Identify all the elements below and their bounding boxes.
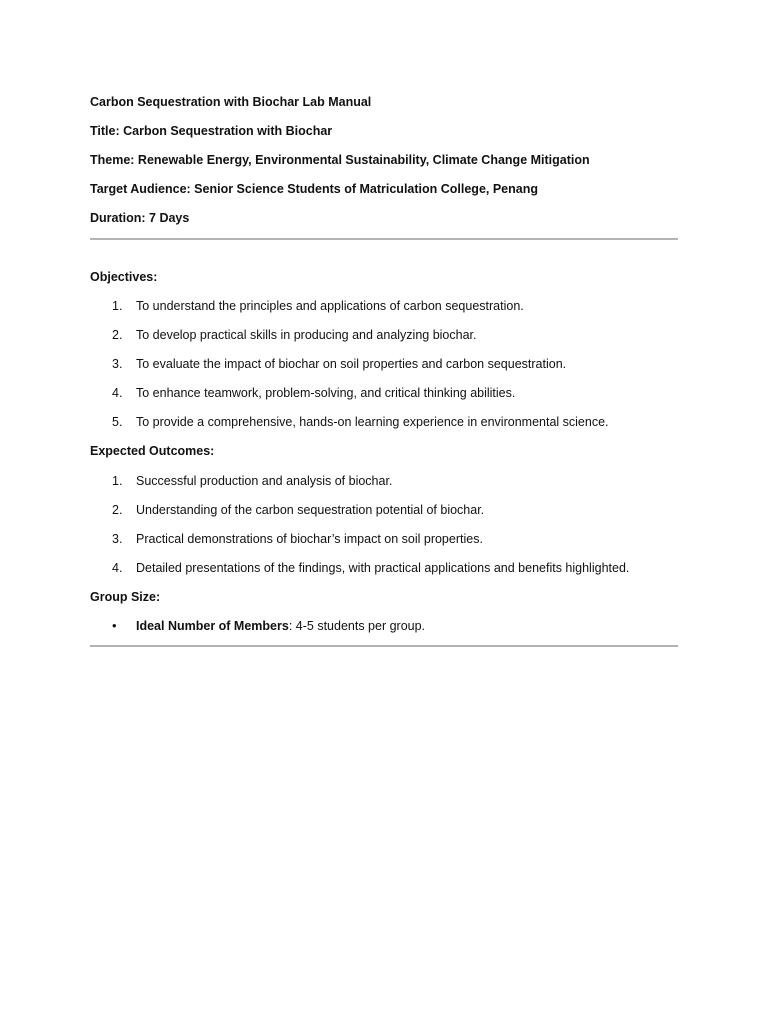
outcomes-heading: Expected Outcomes:: [90, 444, 215, 458]
list-number: 2.: [112, 328, 123, 342]
list-text: Understanding of the carbon sequestration potential of biochar.: [136, 503, 485, 517]
objective-item: [112, 327, 476, 343]
objective-item: [112, 414, 609, 430]
list-text: To develop practical skills in producing and analyzing biochar.: [136, 328, 477, 342]
horizontal-rule: [90, 238, 678, 240]
list-text: Successful production and analysis of biochar.: [136, 474, 393, 488]
list-text: To evaluate the impact of biochar on soil properties and carbon sequestration.: [136, 357, 567, 371]
audience-line: Target Audience: Senior Science Students of Matriculation College, Penang: [90, 182, 538, 196]
list-text: To provide a comprehensive, hands-on learning experience in environmental science.: [136, 415, 609, 429]
list-text: To understand the principles and applications of carbon sequestration.: [136, 299, 524, 313]
list-number: 1.: [112, 474, 123, 488]
theme-line: Theme: Renewable Energy, Environmental Sustainability, Climate Change Mitigation: [90, 153, 590, 167]
horizontal-rule: [90, 645, 678, 647]
list-number: 4.: [112, 386, 123, 400]
duration-line: Duration: 7 Days: [90, 211, 190, 225]
list-number: 1.: [112, 299, 123, 313]
group-size-item: [112, 618, 425, 634]
members-value: : 4-5 students per group.: [288, 619, 426, 633]
group-size-heading: Group Size:: [90, 590, 161, 604]
objective-item: [112, 298, 524, 314]
objective-item: [112, 385, 515, 401]
outcome-item: [112, 531, 483, 547]
outcome-item: [112, 560, 629, 576]
title-line: Title: Carbon Sequestration with Biochar: [90, 124, 333, 138]
list-number: 4.: [112, 561, 123, 575]
outcome-item: [112, 502, 484, 518]
list-text: Practical demonstrations of biochar’s impact on soil properties.: [136, 532, 483, 546]
list-number: 5.: [112, 415, 123, 429]
list-text: To enhance teamwork, problem-solving, and critical thinking abilities.: [136, 386, 516, 400]
outcome-item: [112, 473, 392, 489]
list-number: 3.: [112, 532, 123, 546]
bullet-icon: •: [112, 618, 117, 633]
list-text: Detailed presentations of the findings, with practical applications and benefits highlighted.: [136, 561, 630, 575]
list-number: 3.: [112, 357, 123, 371]
list-number: 2.: [112, 503, 123, 517]
objectives-heading: Objectives:: [90, 270, 158, 284]
members-label: Ideal Number of Members: [136, 619, 289, 633]
objective-item: [112, 356, 566, 372]
document-title: Carbon Sequestration with Biochar Lab Manual: [90, 95, 372, 109]
